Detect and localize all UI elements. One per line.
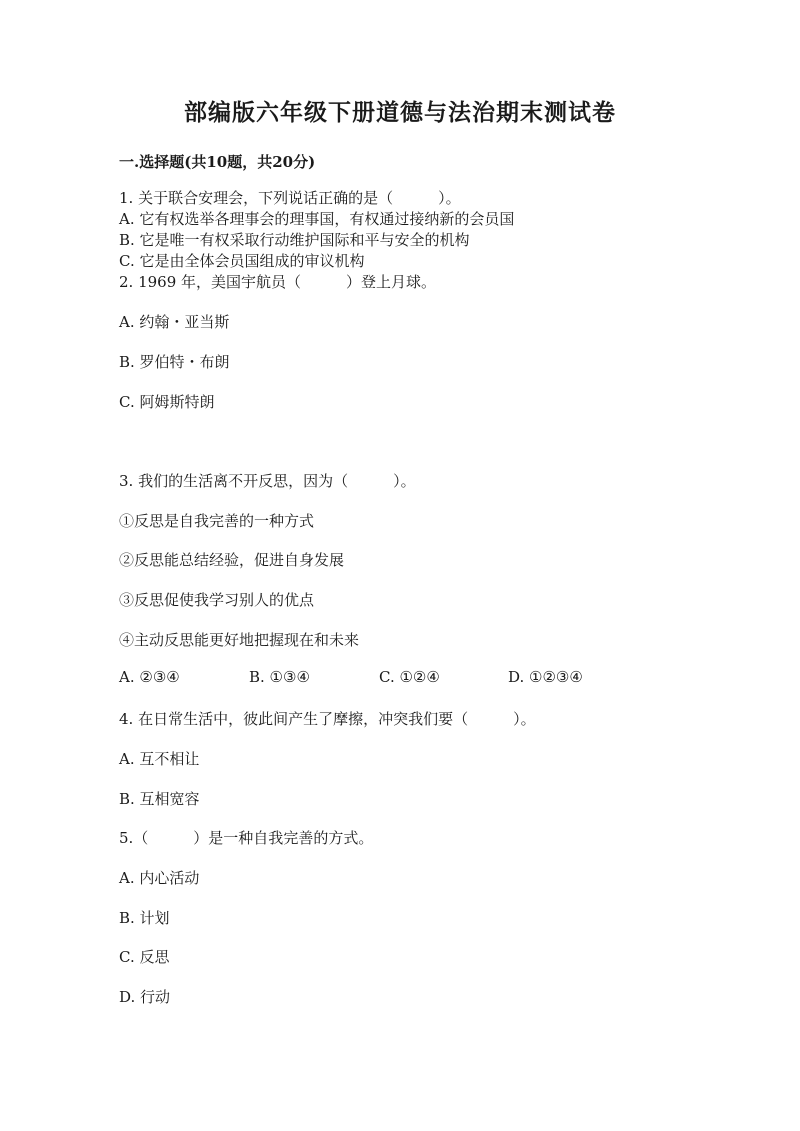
question-5-stem: 5.（ ）是一种自我完善的方式。 <box>119 829 374 847</box>
question-3-option-c: C. ①②④ <box>379 668 440 686</box>
question-5-option-d: D. 行动 <box>119 988 171 1006</box>
question-3-statement-2: ②反思能总结经验，促进自身发展 <box>119 551 345 569</box>
question-5-option-a: A. 内心活动 <box>119 869 200 887</box>
question-3-option-b: B. ①③④ <box>249 668 310 686</box>
question-1-option-a: A. 它有权选举各理事会的理事国，有权通过接纳新的会员国 <box>119 210 515 228</box>
question-1-option-c: C. 它是由全体会员国组成的审议机构 <box>119 252 365 270</box>
question-3-stem: 3. 我们的生活离不开反思，因为（ ）。 <box>119 472 416 490</box>
question-5-option-b: B. 计划 <box>119 909 170 927</box>
question-1-stem: 1. 关于联合安理会，下列说话正确的是（ ）。 <box>119 189 461 207</box>
question-4-option-b: B. 互相宽容 <box>119 790 200 808</box>
question-2-option-a: A. 约翰・亚当斯 <box>119 313 230 331</box>
question-2-option-b: B. 罗伯特・布朗 <box>119 353 230 371</box>
question-3-statement-3: ③反思促使我学习别人的优点 <box>119 591 315 609</box>
question-3-option-d: D. ①②③④ <box>508 668 583 686</box>
question-5-option-c: C. 反思 <box>119 948 170 966</box>
section-heading: 一.选择题(共10题，共20分) <box>119 153 316 171</box>
question-2-option-c: C. 阿姆斯特朗 <box>119 393 215 411</box>
question-3-option-a: A. ②③④ <box>119 668 180 686</box>
question-3-statement-4: ④主动反思能更好地把握现在和未来 <box>119 631 360 649</box>
question-1-option-b: B. 它是唯一有权采取行动维护国际和平与安全的机构 <box>119 231 470 249</box>
question-4-stem: 4. 在日常生活中，彼此间产生了摩擦，冲突我们要（ ）。 <box>119 710 536 728</box>
question-3-options <box>0 668 800 690</box>
question-4-option-a: A. 互不相让 <box>119 750 200 768</box>
page-title: 部编版六年级下册道德与法治期末测试卷 <box>184 99 616 126</box>
question-2-stem: 2. 1969 年，美国宇航员（ ）登上月球。 <box>119 273 437 291</box>
question-3-statement-1: ①反思是自我完善的一种方式 <box>119 512 315 530</box>
